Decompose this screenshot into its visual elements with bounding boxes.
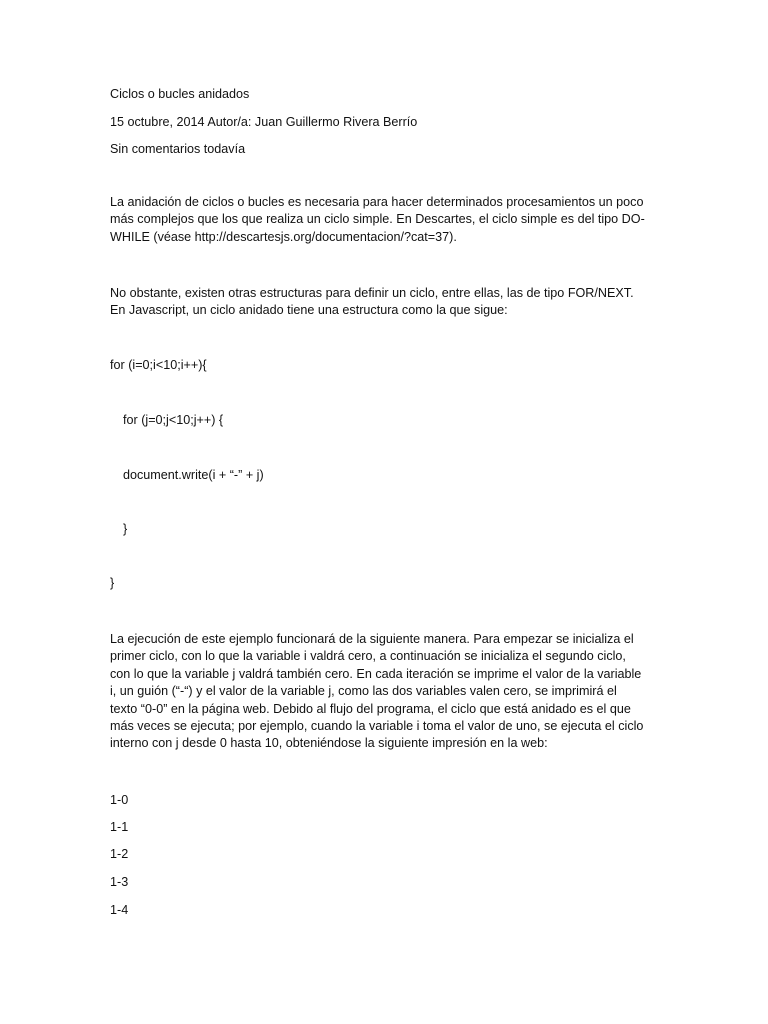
output-line: 1-3 [110,875,129,889]
code-line-inner-for: for (j=0;j<10;j++) { [123,413,224,427]
paragraph-line: interno con j desde 0 hasta 10, obteniéndose la siguiente impresión en la web: [110,736,548,751]
paragraph-line: La ejecución de este ejemplo funcionará de la siguiente manera. Para empezar se inicializa el [110,632,634,646]
output-line: 1-0 [110,793,129,807]
code-line-inner-close: } [123,522,128,536]
structures-paragraph [110,285,656,320]
comments-note: Sin comentarios todavía [110,142,246,156]
code-line-outer-for: for (i=0;i<10;i++){ [110,358,207,372]
paragraph-line: No obstante, existen otras estructuras para definir un ciclo, entre ellas, las de tipo FOR/NEXT. [110,286,634,300]
execution-paragraph [110,631,656,753]
paragraph-line: más veces se ejecuta; por ejemplo, cuando la variable i toma el valor de uno, se ejecuta el ciclo [110,719,644,734]
document-title: Ciclos o bucles anidados [110,87,250,101]
paragraph-line: primer ciclo, con lo que la variable i valdrá cero, a continuación se inicializa el segundo ciclo, [110,649,626,664]
output-line: 1-2 [110,847,129,861]
paragraph-line: La anidación de ciclos o bucles es necesaria para hacer determinados procesamientos un poco [110,195,644,209]
paragraph-line: texto “0-0” en la página web. Debido al flujo del programa, el ciclo que está anidado es el que [110,701,631,716]
output-line: 1-4 [110,903,129,917]
paragraph-line: con lo que la variable j valdrá también cero. En cada iteración se imprime el valor de la variable [110,666,642,681]
paragraph-line: En Javascript, un ciclo anidado tiene una estructura como la que sigue: [110,303,508,318]
paragraph-line: más complejos que los que realiza un ciclo simple. En Descartes, el ciclo simple es del tipo DO- [110,212,645,227]
code-line-outer-close: } [110,576,115,590]
paragraph-line: WHILE (véase http://descartesjs.org/documentacion/?cat=37). [110,229,457,244]
code-line-document-write: document.write(i + “-” + j) [123,468,264,482]
output-line: 1-1 [110,820,129,834]
intro-paragraph [110,194,656,246]
post-meta: 15 octubre, 2014 Autor/a: Juan Guillermo Rivera Berrío [110,115,418,129]
paragraph-line: i, un guión (“-“) y el valor de la variable j, como las dos variables valen cero, se imprimirá el [110,684,617,699]
